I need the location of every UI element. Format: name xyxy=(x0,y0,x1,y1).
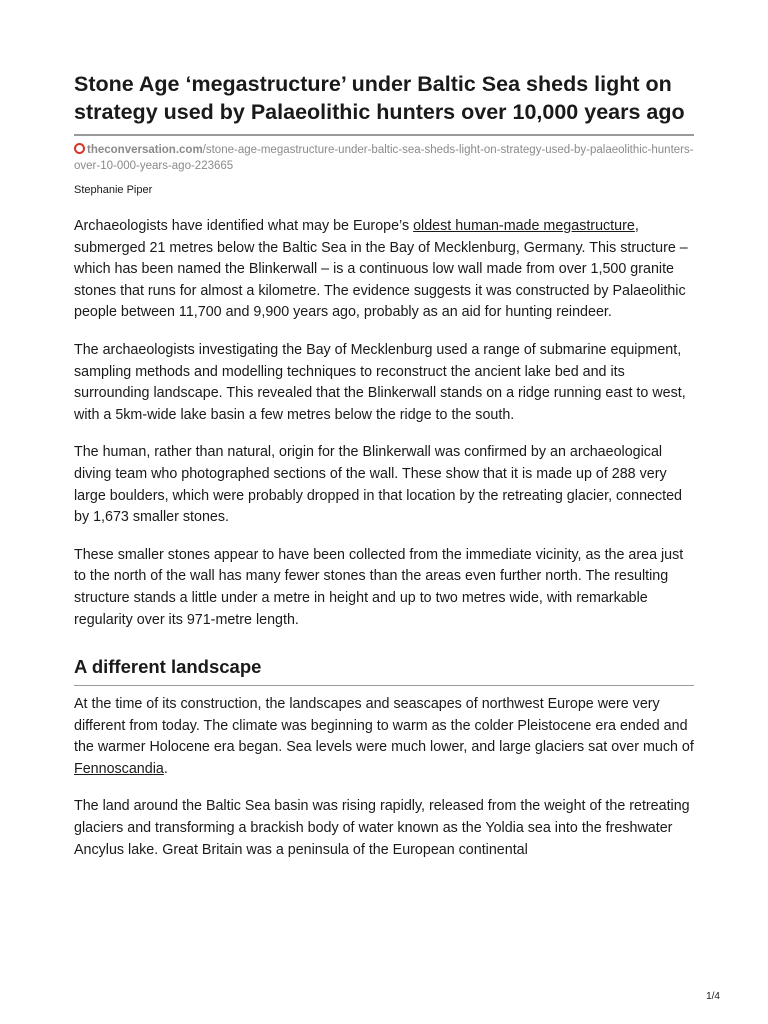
section-divider xyxy=(74,685,694,686)
article xyxy=(74,70,694,861)
paragraph-1-end: , submerged 21 metres below the Baltic Sea in the Bay of Mecklenburg, Germany. This structure – which has been named the Blinkerwall – is a continuous low wall made from over 1,500 granite stones that runs for almost a kilometre. The evidence suggests it was constructed by Palaeolithic people between 11,700 and 9,900 years ago, probably as an aid for hunting reindeer. xyxy=(74,218,688,321)
author-name: Stephanie Piper xyxy=(74,184,153,196)
paragraph-5 xyxy=(74,694,694,780)
section-heading: A different landscape xyxy=(74,656,262,678)
page-number: 1/4 xyxy=(706,991,720,1002)
paragraph-4: These smaller stones appear to have been collected from the immediate vicinity, as the area just to the north of the wall has many fewer stones than the areas even further north. The resulting structure stands a little under a metre in height and up to two metres wide, with remarkable regularity over its 971-metre length. xyxy=(74,546,684,628)
source-url[interactable] xyxy=(74,142,694,174)
article-title: Stone Age ‘megastructure’ under Baltic Sea sheds light on strategy used by Palaeolithic hunters over 10,000 years ago xyxy=(74,72,685,124)
source-path[interactable]: /stone-age-megastructure-under-baltic-sea-sheds-light-on-strategy-used-by-palaeolithic-hunters-over-10-000-years-ago-223665 xyxy=(74,144,694,172)
source-domain[interactable]: theconversation.com xyxy=(87,144,203,156)
paragraph-5-end: . xyxy=(163,760,168,777)
paragraph-1-start: Archaeologists have identified what may be Europe’s xyxy=(74,218,414,234)
conversation-logo-icon xyxy=(74,143,85,154)
paragraph-1 xyxy=(74,216,694,324)
title-divider xyxy=(74,134,694,136)
megastructure-link[interactable]: oldest human-made megastructure xyxy=(413,218,635,234)
paragraph-6: The land around the Baltic Sea basin was rising rapidly, released from the weight of the retreating glaciers and transforming a brackish body of water known as the Yoldia sea into the freshwater Ancylus lake. Great Britain was a peninsula of the European continental xyxy=(74,798,690,858)
paragraph-5-start: At the time of its construction, the landscapes and seascapes of northwest Europe were very different from today. The climate was beginning to warm as the colder Pleistocene era ended and the warmer Holocene era began. Sea levels were much lower, and large glaciers sat over much of xyxy=(74,696,694,756)
paragraph-2: The archaeologists investigating the Bay of Mecklenburg used a range of submarine equipment, sampling methods and modelling techniques to reconstruct the ancient lake bed and its surrounding landscape. This revealed that the Blinkerwall stands on a ridge running east to west, with a 5km-wide lake basin a few metres below the ridge to the south. xyxy=(74,341,686,423)
fennoscandia-link[interactable]: Fennoscandia xyxy=(74,760,164,777)
paragraph-3: The human, rather than natural, origin for the Blinkerwall was confirmed by an archaeological diving team who photographed sections of the wall. These show that it is made up of 288 very large boulders, which were probably dropped in that location by the retreating glacier, connected by 1,673 smaller stones. xyxy=(74,444,682,526)
